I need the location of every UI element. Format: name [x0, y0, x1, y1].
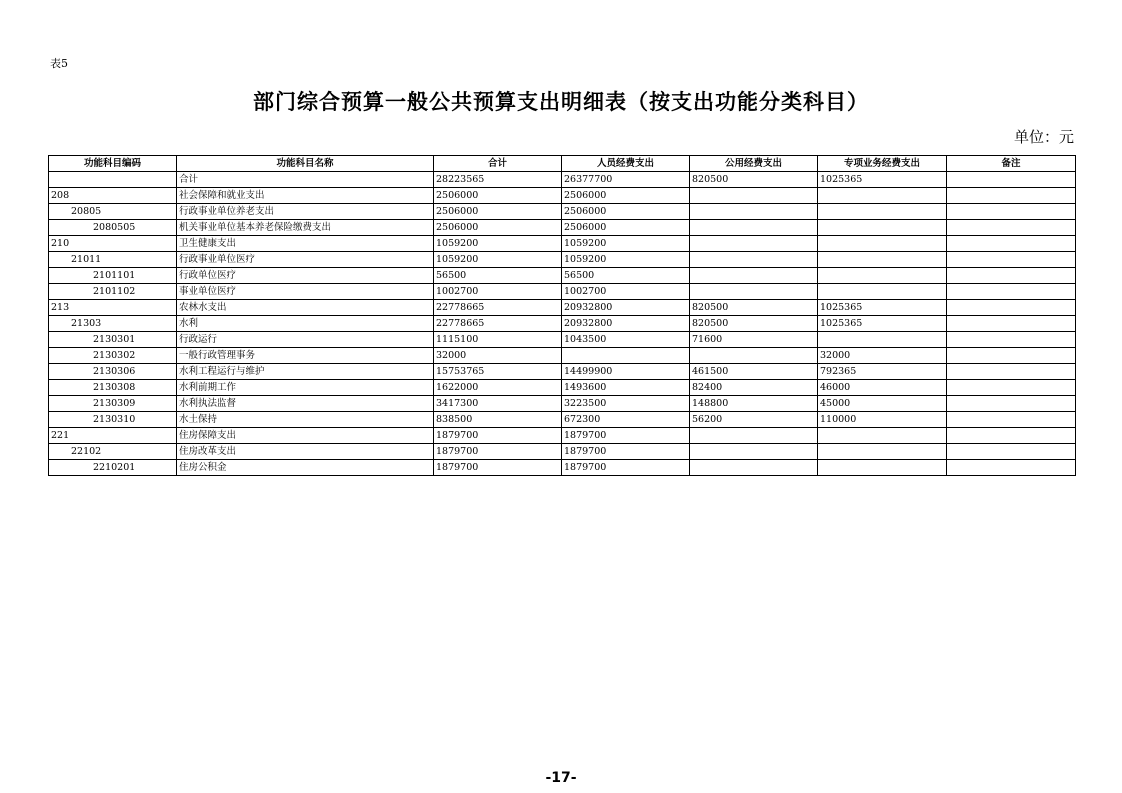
cell-special: 1025365 — [818, 172, 947, 188]
table-row — [49, 172, 1076, 188]
table-row — [49, 252, 1076, 268]
cell-code: 22102 — [49, 444, 177, 460]
cell-special — [818, 460, 947, 476]
cell-special: 45000 — [818, 396, 947, 412]
cell-remark — [947, 220, 1076, 236]
cell-name: 水利前期工作 — [177, 380, 434, 396]
cell-public — [690, 284, 818, 300]
cell-public — [690, 236, 818, 252]
cell-personnel: 14499900 — [562, 364, 690, 380]
cell-total: 15753765 — [434, 364, 562, 380]
cell-total: 838500 — [434, 412, 562, 428]
cell-total: 1879700 — [434, 460, 562, 476]
column-header-total: 合计 — [434, 156, 562, 172]
cell-special: 1025365 — [818, 300, 947, 316]
cell-code: 21303 — [49, 316, 177, 332]
cell-code: 2130308 — [49, 380, 177, 396]
cell-special: 32000 — [818, 348, 947, 364]
cell-personnel: 1059200 — [562, 252, 690, 268]
table-row — [49, 236, 1076, 252]
cell-personnel: 2506000 — [562, 220, 690, 236]
cell-public — [690, 188, 818, 204]
table-row — [49, 364, 1076, 380]
cell-code: 2210201 — [49, 460, 177, 476]
column-header-special: 专项业务经费支出 — [818, 156, 947, 172]
cell-code: 213 — [49, 300, 177, 316]
cell-remark — [947, 284, 1076, 300]
cell-special — [818, 236, 947, 252]
table-row — [49, 204, 1076, 220]
cell-remark — [947, 252, 1076, 268]
cell-name: 水利 — [177, 316, 434, 332]
cell-total: 56500 — [434, 268, 562, 284]
table-row — [49, 284, 1076, 300]
table-row — [49, 348, 1076, 364]
cell-code: 221 — [49, 428, 177, 444]
cell-personnel: 26377700 — [562, 172, 690, 188]
cell-total: 1879700 — [434, 428, 562, 444]
cell-remark — [947, 300, 1076, 316]
cell-name: 卫生健康支出 — [177, 236, 434, 252]
cell-name: 行政运行 — [177, 332, 434, 348]
cell-special — [818, 268, 947, 284]
cell-personnel: 56500 — [562, 268, 690, 284]
cell-total: 3417300 — [434, 396, 562, 412]
cell-remark — [947, 188, 1076, 204]
cell-personnel: 20932800 — [562, 300, 690, 316]
table-row — [49, 428, 1076, 444]
cell-public — [690, 460, 818, 476]
cell-public: 461500 — [690, 364, 818, 380]
cell-name: 住房公积金 — [177, 460, 434, 476]
cell-remark — [947, 380, 1076, 396]
column-header-public: 公用经费支出 — [690, 156, 818, 172]
cell-name: 水利工程运行与维护 — [177, 364, 434, 380]
column-header-code: 功能科目编码 — [49, 156, 177, 172]
cell-special — [818, 444, 947, 460]
table-row — [49, 268, 1076, 284]
cell-public: 820500 — [690, 172, 818, 188]
cell-total: 2506000 — [434, 204, 562, 220]
cell-personnel: 3223500 — [562, 396, 690, 412]
cell-remark — [947, 444, 1076, 460]
table-label: 表5 — [50, 57, 68, 70]
cell-public: 82400 — [690, 380, 818, 396]
cell-public — [690, 204, 818, 220]
cell-code — [49, 172, 177, 188]
cell-remark — [947, 348, 1076, 364]
cell-special — [818, 252, 947, 268]
cell-personnel: 1493600 — [562, 380, 690, 396]
table-row — [49, 380, 1076, 396]
cell-total: 28223565 — [434, 172, 562, 188]
cell-total: 1115100 — [434, 332, 562, 348]
cell-public: 148800 — [690, 396, 818, 412]
column-header-name: 功能科目名称 — [177, 156, 434, 172]
cell-total: 22778665 — [434, 300, 562, 316]
cell-total: 1002700 — [434, 284, 562, 300]
cell-remark — [947, 204, 1076, 220]
cell-public — [690, 444, 818, 460]
cell-personnel: 1059200 — [562, 236, 690, 252]
cell-personnel: 1002700 — [562, 284, 690, 300]
column-header-remark: 备注 — [947, 156, 1076, 172]
cell-name: 水利执法监督 — [177, 396, 434, 412]
cell-public — [690, 252, 818, 268]
cell-name: 农林水支出 — [177, 300, 434, 316]
cell-name: 行政事业单位养老支出 — [177, 204, 434, 220]
cell-personnel: 672300 — [562, 412, 690, 428]
table-row — [49, 188, 1076, 204]
cell-name: 住房改革支出 — [177, 444, 434, 460]
cell-remark — [947, 268, 1076, 284]
cell-remark — [947, 396, 1076, 412]
cell-remark — [947, 428, 1076, 444]
table-row — [49, 220, 1076, 236]
table-row — [49, 444, 1076, 460]
cell-special — [818, 284, 947, 300]
cell-public: 71600 — [690, 332, 818, 348]
cell-code: 2130309 — [49, 396, 177, 412]
cell-code: 2130302 — [49, 348, 177, 364]
cell-code: 2130310 — [49, 412, 177, 428]
cell-special — [818, 204, 947, 220]
cell-remark — [947, 236, 1076, 252]
cell-public — [690, 428, 818, 444]
header-row — [49, 156, 1076, 172]
page-number: -17- — [545, 770, 577, 786]
cell-code: 2101102 — [49, 284, 177, 300]
cell-personnel: 20932800 — [562, 316, 690, 332]
cell-name: 机关事业单位基本养老保险缴费支出 — [177, 220, 434, 236]
cell-remark — [947, 412, 1076, 428]
unit-label: 单位：元 — [1013, 128, 1074, 146]
cell-code: 2130306 — [49, 364, 177, 380]
table-row — [49, 300, 1076, 316]
cell-total: 1622000 — [434, 380, 562, 396]
cell-personnel: 2506000 — [562, 188, 690, 204]
cell-personnel: 2506000 — [562, 204, 690, 220]
cell-public: 820500 — [690, 300, 818, 316]
cell-public — [690, 348, 818, 364]
cell-remark — [947, 316, 1076, 332]
cell-code: 2130301 — [49, 332, 177, 348]
cell-remark — [947, 332, 1076, 348]
table-row — [49, 396, 1076, 412]
cell-remark — [947, 364, 1076, 380]
cell-code: 20805 — [49, 204, 177, 220]
cell-personnel: 1879700 — [562, 444, 690, 460]
cell-public: 820500 — [690, 316, 818, 332]
cell-total: 2506000 — [434, 220, 562, 236]
cell-special — [818, 220, 947, 236]
cell-name: 住房保障支出 — [177, 428, 434, 444]
cell-special — [818, 428, 947, 444]
cell-total: 1059200 — [434, 236, 562, 252]
cell-public: 56200 — [690, 412, 818, 428]
cell-name: 一般行政管理事务 — [177, 348, 434, 364]
cell-special: 1025365 — [818, 316, 947, 332]
table-body — [49, 172, 1076, 476]
page-title: 部门综合预算一般公共预算支出明细表（按支出功能分类科目） — [253, 90, 869, 114]
cell-public — [690, 268, 818, 284]
cell-special — [818, 188, 947, 204]
cell-personnel: 1879700 — [562, 428, 690, 444]
cell-personnel — [562, 348, 690, 364]
cell-remark — [947, 460, 1076, 476]
table-row — [49, 412, 1076, 428]
cell-name: 事业单位医疗 — [177, 284, 434, 300]
cell-special: 792365 — [818, 364, 947, 380]
cell-code: 2080505 — [49, 220, 177, 236]
budget-table — [48, 155, 1076, 476]
cell-name: 水土保持 — [177, 412, 434, 428]
cell-total: 32000 — [434, 348, 562, 364]
cell-special — [818, 332, 947, 348]
cell-code: 2101101 — [49, 268, 177, 284]
cell-special: 110000 — [818, 412, 947, 428]
cell-personnel: 1879700 — [562, 460, 690, 476]
cell-name: 行政事业单位医疗 — [177, 252, 434, 268]
cell-code: 210 — [49, 236, 177, 252]
cell-name: 社会保障和就业支出 — [177, 188, 434, 204]
cell-total: 1059200 — [434, 252, 562, 268]
column-header-personnel: 人员经费支出 — [562, 156, 690, 172]
cell-public — [690, 220, 818, 236]
table-row — [49, 332, 1076, 348]
cell-personnel: 1043500 — [562, 332, 690, 348]
cell-name: 行政单位医疗 — [177, 268, 434, 284]
cell-remark — [947, 172, 1076, 188]
cell-total: 2506000 — [434, 188, 562, 204]
table-row — [49, 460, 1076, 476]
cell-code: 21011 — [49, 252, 177, 268]
cell-total: 22778665 — [434, 316, 562, 332]
cell-special: 46000 — [818, 380, 947, 396]
table-row — [49, 316, 1076, 332]
cell-name: 合计 — [177, 172, 434, 188]
cell-total: 1879700 — [434, 444, 562, 460]
cell-code: 208 — [49, 188, 177, 204]
